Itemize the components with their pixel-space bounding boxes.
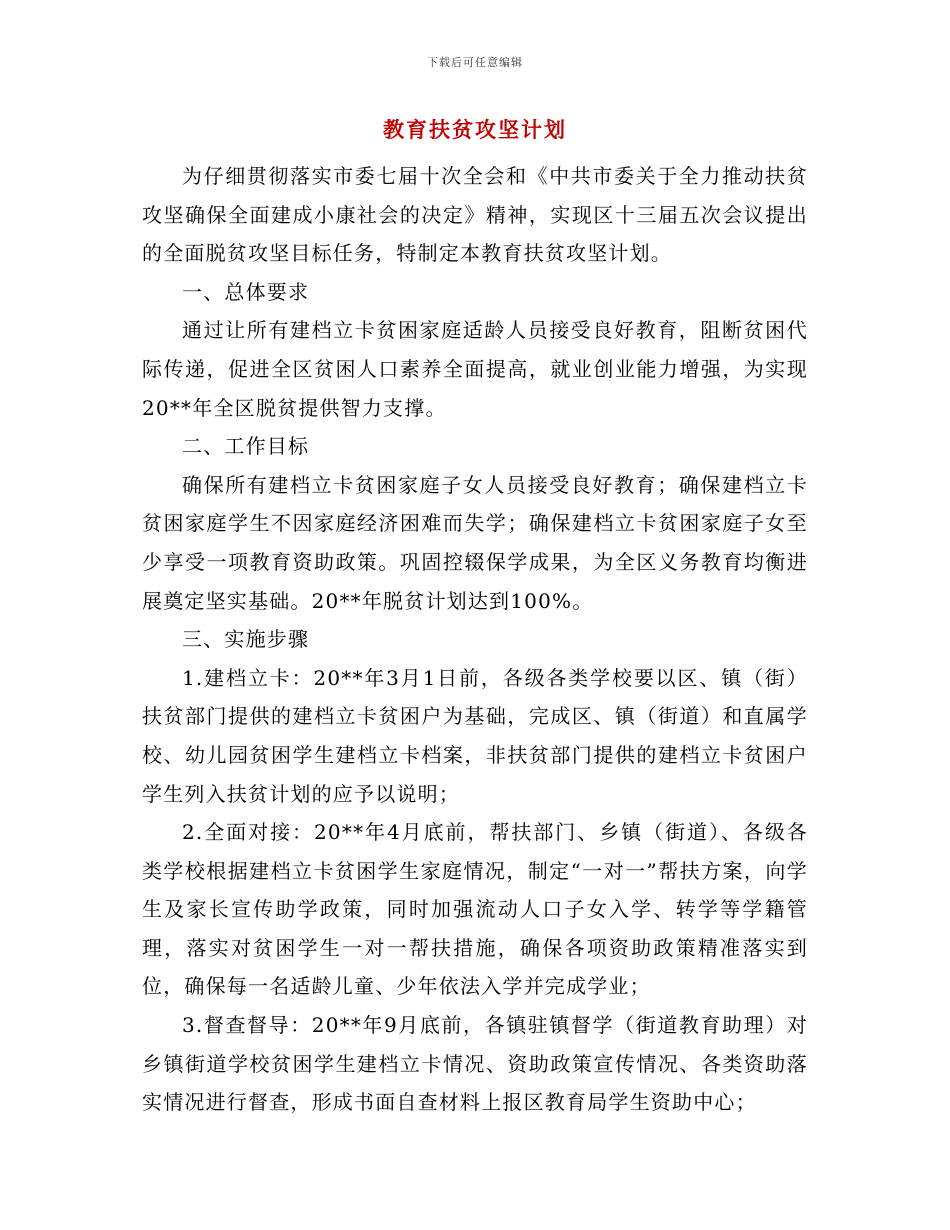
section-heading-steps: 三、实施步骤 <box>182 627 310 652</box>
step-3-paragraph: 3.督查督导：20**年9月底前，各镇驻镇督学（街道教育助理）对乡镇街道学校贫困学生建档立卡情况、资助政策宣传情况、各类资助落实情况进行督查，形成书面自查材料上报区教育局学生资助中心； <box>142 1013 808 1115</box>
page-title: 教育扶贫攻坚计划 <box>383 117 567 142</box>
goals-paragraph: 确保所有建档立卡贫困家庭子女人员接受良好教育；确保建档立卡贫困家庭学生不因家庭经济困难而失学；确保建档立卡贫困家庭子女至少享受一项教育资助政策。巩固控辍保学成果，为全区义务教育均衡进展奠定坚实基础。20**年脱贫计划达到100%。 <box>142 472 808 613</box>
requirements-paragraph: 通过让所有建档立卡贫困家庭适龄人员接受良好教育，阻断贫困代际传递，促进全区贫困人口素养全面提高，就业创业能力增强，为实现20**年全区脱贫提供智力支撑。 <box>142 318 808 420</box>
section-heading-goals: 二、工作目标 <box>182 434 310 459</box>
intro-paragraph: 为仔细贯彻落实市委七届十次全会和《中共市委关于全力推动扶贫攻坚确保全面建成小康社会的决定》精神，实现区十三届五次会议提出的全面脱贫攻坚目标任务，特制定本教育扶贫攻坚计划。 <box>142 164 808 266</box>
header-note: 下载后可任意编辑 <box>427 56 523 69</box>
step-2-paragraph: 2.全面对接：20**年4月底前，帮扶部门、乡镇（街道）、各级各类学校根据建档立卡贫困学生家庭情况，制定“一对一”帮扶方案，向学生及家长宣传助学政策，同时加强流动人口子女入学、转学等学籍管理，落实对贫困学生一对一帮扶措施，确保各项资助政策精准落实到位，确保每一名适龄儿童、少年依法入学并完成学业； <box>142 820 808 999</box>
document-body <box>142 157 808 1122</box>
step-1-paragraph: 1.建档立卡：20**年3月1日前，各级各类学校要以区、镇（街）扶贫部门提供的建档立卡贫困户为基础，完成区、镇（街道）和直属学校、幼儿园贫困学生建档立卡档案，非扶贫部门提供的建档立卡贫困户学生列入扶贫计划的应予以说明； <box>142 665 808 806</box>
section-heading-requirements: 一、总体要求 <box>182 279 310 304</box>
